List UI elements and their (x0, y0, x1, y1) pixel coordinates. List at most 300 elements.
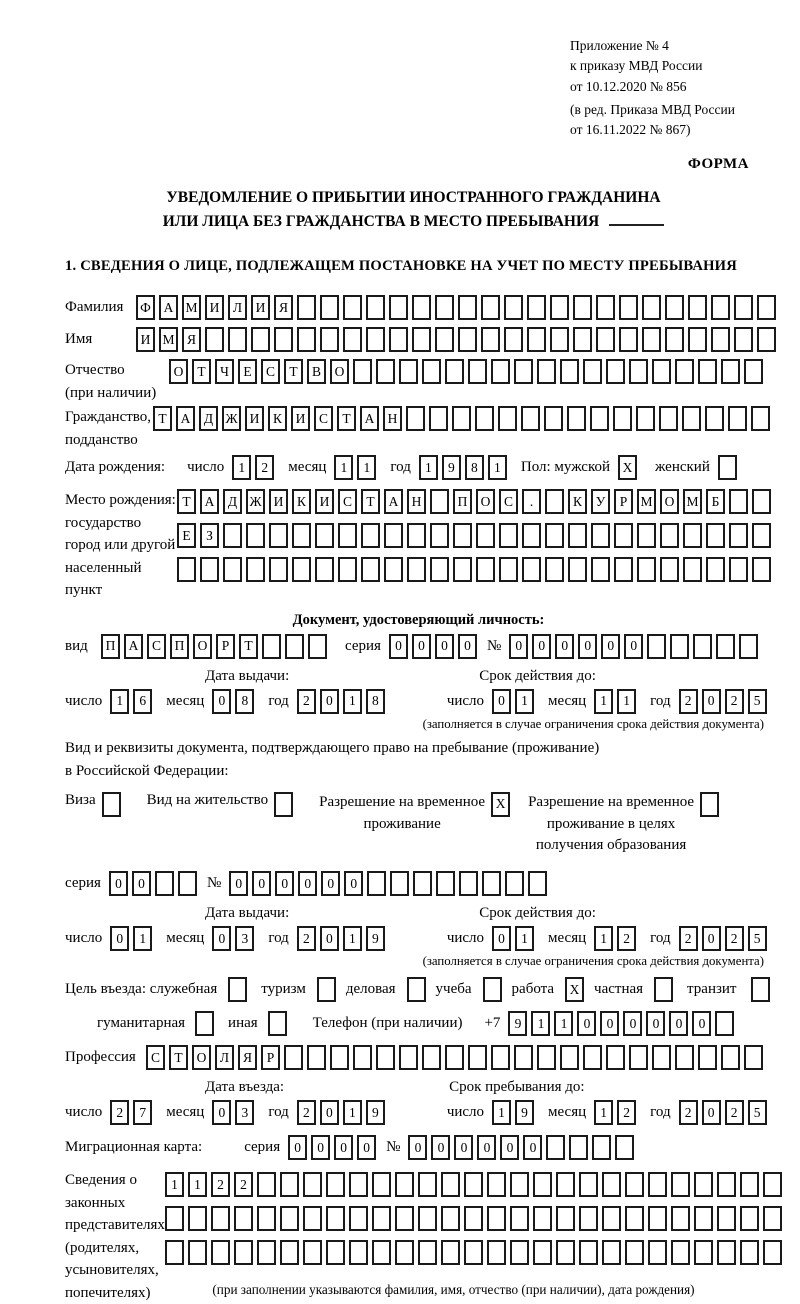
char-cell[interactable]: 1 (419, 455, 438, 480)
char-cell[interactable]: 0 (212, 926, 231, 951)
char-cell[interactable] (412, 327, 431, 352)
char-cell[interactable] (602, 1206, 621, 1231)
char-cell[interactable]: А (200, 489, 219, 514)
char-cell[interactable] (487, 1240, 506, 1265)
char-cell[interactable] (592, 1135, 611, 1160)
char-cell[interactable] (514, 359, 533, 384)
char-cell[interactable] (422, 1045, 441, 1070)
char-cell[interactable] (372, 1172, 391, 1197)
char-cell[interactable]: 0 (578, 634, 597, 659)
char-cell[interactable] (545, 523, 564, 548)
char-cell[interactable] (303, 1240, 322, 1265)
char-cell[interactable] (395, 1206, 414, 1231)
char-cell[interactable] (527, 295, 546, 320)
char-cell[interactable]: 2 (617, 1100, 636, 1125)
char-cell[interactable] (407, 523, 426, 548)
char-cell[interactable]: 0 (692, 1011, 711, 1036)
char-cell[interactable] (729, 557, 748, 582)
char-cell[interactable] (499, 557, 518, 582)
char-cell[interactable]: 1 (594, 926, 613, 951)
char-cell[interactable]: Ф (136, 295, 155, 320)
char-cell[interactable] (688, 295, 707, 320)
char-cell[interactable] (413, 871, 432, 896)
char-cell[interactable]: 0 (320, 926, 339, 951)
char-cell[interactable] (343, 327, 362, 352)
char-cell[interactable]: Б (706, 489, 725, 514)
char-cell[interactable]: 0 (334, 1135, 353, 1160)
char-cell[interactable] (458, 295, 477, 320)
char-cell[interactable]: 0 (623, 1011, 642, 1036)
char-cell[interactable]: Д (223, 489, 242, 514)
char-cell[interactable]: Ж (222, 406, 241, 431)
char-cell[interactable] (320, 295, 339, 320)
char-cell[interactable] (717, 1172, 736, 1197)
char-cell[interactable] (292, 557, 311, 582)
char-cell[interactable]: А (360, 406, 379, 431)
char-cell[interactable] (280, 1172, 299, 1197)
char-cell[interactable] (307, 1045, 326, 1070)
char-cell[interactable] (602, 1172, 621, 1197)
char-cell[interactable] (675, 359, 694, 384)
char-cell[interactable]: 0 (577, 1011, 596, 1036)
char-cell[interactable] (625, 1206, 644, 1231)
char-cell[interactable]: И (205, 295, 224, 320)
char-cell[interactable] (642, 295, 661, 320)
char-cell[interactable] (510, 1172, 529, 1197)
char-cell[interactable] (505, 871, 524, 896)
char-cell[interactable]: 0 (389, 634, 408, 659)
char-cell[interactable]: 0 (555, 634, 574, 659)
char-cell[interactable] (376, 359, 395, 384)
char-cell[interactable] (671, 1172, 690, 1197)
char-cell[interactable] (715, 1011, 734, 1036)
char-cell[interactable] (744, 359, 763, 384)
char-cell[interactable]: Р (216, 634, 235, 659)
char-cell[interactable]: 0 (320, 1100, 339, 1125)
char-cell[interactable] (435, 295, 454, 320)
char-cell[interactable] (615, 1135, 634, 1160)
char-cell[interactable] (223, 523, 242, 548)
char-cell[interactable] (510, 1206, 529, 1231)
char-cell[interactable]: 0 (408, 1135, 427, 1160)
char-cell[interactable] (268, 1011, 287, 1036)
char-cell[interactable]: 9 (515, 1100, 534, 1125)
char-cell[interactable] (740, 1206, 759, 1231)
char-cell[interactable] (590, 406, 609, 431)
char-cell[interactable] (338, 557, 357, 582)
char-cell[interactable] (205, 327, 224, 352)
char-cell[interactable]: 2 (297, 1100, 316, 1125)
char-cell[interactable]: 8 (465, 455, 484, 480)
char-cell[interactable]: А (124, 634, 143, 659)
char-cell[interactable] (533, 1240, 552, 1265)
char-cell[interactable]: 8 (366, 689, 385, 714)
char-cell[interactable]: О (660, 489, 679, 514)
char-cell[interactable] (694, 1172, 713, 1197)
char-cell[interactable]: Д (199, 406, 218, 431)
char-cell[interactable] (729, 523, 748, 548)
char-cell[interactable]: 1 (554, 1011, 573, 1036)
char-cell[interactable] (706, 523, 725, 548)
char-cell[interactable] (188, 1206, 207, 1231)
char-cell[interactable] (659, 406, 678, 431)
char-cell[interactable] (550, 327, 569, 352)
char-cell[interactable] (464, 1206, 483, 1231)
char-cell[interactable]: Р (261, 1045, 280, 1070)
char-cell[interactable] (591, 557, 610, 582)
char-cell[interactable] (498, 406, 517, 431)
char-cell[interactable]: 0 (702, 689, 721, 714)
char-cell[interactable] (246, 557, 265, 582)
char-cell[interactable] (491, 1045, 510, 1070)
char-cell[interactable] (613, 406, 632, 431)
char-cell[interactable] (441, 1206, 460, 1231)
char-cell[interactable] (412, 295, 431, 320)
char-cell[interactable]: 1 (531, 1011, 550, 1036)
char-cell[interactable] (752, 489, 771, 514)
char-cell[interactable] (717, 1206, 736, 1231)
char-cell[interactable] (338, 523, 357, 548)
char-cell[interactable]: 1 (492, 1100, 511, 1125)
char-cell[interactable] (579, 1206, 598, 1231)
char-cell[interactable]: 9 (366, 926, 385, 951)
char-cell[interactable]: 9 (366, 1100, 385, 1125)
char-cell[interactable] (654, 977, 673, 1002)
char-cell[interactable]: 0 (212, 689, 231, 714)
char-cell[interactable] (251, 327, 270, 352)
char-cell[interactable] (320, 327, 339, 352)
char-cell[interactable]: 0 (435, 634, 454, 659)
char-cell[interactable] (514, 1045, 533, 1070)
char-cell[interactable]: К (568, 489, 587, 514)
char-cell[interactable] (452, 406, 471, 431)
char-cell[interactable]: 8 (235, 689, 254, 714)
char-cell[interactable] (390, 871, 409, 896)
char-cell[interactable]: 2 (255, 455, 274, 480)
char-cell[interactable]: М (182, 295, 201, 320)
char-cell[interactable] (468, 1045, 487, 1070)
char-cell[interactable] (280, 1206, 299, 1231)
char-cell[interactable]: 2 (725, 926, 744, 951)
char-cell[interactable]: X (618, 455, 637, 480)
char-cell[interactable] (648, 1240, 667, 1265)
char-cell[interactable] (361, 523, 380, 548)
char-cell[interactable]: 0 (229, 871, 248, 896)
char-cell[interactable]: 0 (523, 1135, 542, 1160)
char-cell[interactable]: П (453, 489, 472, 514)
char-cell[interactable] (429, 406, 448, 431)
char-cell[interactable]: 0 (110, 926, 129, 951)
char-cell[interactable]: С (499, 489, 518, 514)
char-cell[interactable]: 2 (725, 689, 744, 714)
char-cell[interactable] (537, 359, 556, 384)
char-cell[interactable] (491, 359, 510, 384)
char-cell[interactable]: 0 (492, 926, 511, 951)
char-cell[interactable] (200, 557, 219, 582)
char-cell[interactable]: 9 (442, 455, 461, 480)
char-cell[interactable] (567, 406, 586, 431)
char-cell[interactable]: 1 (515, 689, 534, 714)
char-cell[interactable] (528, 871, 547, 896)
char-cell[interactable]: 0 (702, 1100, 721, 1125)
char-cell[interactable] (721, 359, 740, 384)
char-cell[interactable]: 5 (748, 926, 767, 951)
char-cell[interactable]: 1 (232, 455, 251, 480)
char-cell[interactable]: 2 (110, 1100, 129, 1125)
char-cell[interactable] (211, 1240, 230, 1265)
char-cell[interactable] (716, 634, 735, 659)
char-cell[interactable] (739, 634, 758, 659)
char-cell[interactable] (629, 1045, 648, 1070)
char-cell[interactable] (464, 1172, 483, 1197)
char-cell[interactable] (683, 523, 702, 548)
char-cell[interactable] (614, 557, 633, 582)
char-cell[interactable]: А (159, 295, 178, 320)
char-cell[interactable]: К (292, 489, 311, 514)
char-cell[interactable]: И (136, 327, 155, 352)
char-cell[interactable] (688, 327, 707, 352)
char-cell[interactable]: С (314, 406, 333, 431)
char-cell[interactable]: В (307, 359, 326, 384)
char-cell[interactable] (711, 327, 730, 352)
char-cell[interactable]: 0 (624, 634, 643, 659)
char-cell[interactable] (751, 977, 770, 1002)
char-cell[interactable] (629, 359, 648, 384)
char-cell[interactable]: С (261, 359, 280, 384)
char-cell[interactable] (579, 1240, 598, 1265)
char-cell[interactable]: У (591, 489, 610, 514)
char-cell[interactable] (367, 871, 386, 896)
char-cell[interactable] (671, 1240, 690, 1265)
char-cell[interactable] (468, 359, 487, 384)
char-cell[interactable]: Н (407, 489, 426, 514)
char-cell[interactable] (579, 1172, 598, 1197)
char-cell[interactable] (763, 1172, 782, 1197)
char-cell[interactable]: П (101, 634, 120, 659)
char-cell[interactable] (102, 792, 121, 817)
char-cell[interactable] (285, 634, 304, 659)
char-cell[interactable]: 0 (646, 1011, 665, 1036)
char-cell[interactable] (435, 327, 454, 352)
char-cell[interactable] (317, 977, 336, 1002)
char-cell[interactable] (389, 327, 408, 352)
char-cell[interactable] (269, 523, 288, 548)
char-cell[interactable] (596, 295, 615, 320)
char-cell[interactable]: 1 (334, 455, 353, 480)
char-cell[interactable]: К (268, 406, 287, 431)
char-cell[interactable] (619, 295, 638, 320)
char-cell[interactable] (430, 523, 449, 548)
char-cell[interactable]: Т (169, 1045, 188, 1070)
char-cell[interactable] (303, 1172, 322, 1197)
char-cell[interactable]: О (192, 1045, 211, 1070)
char-cell[interactable]: 0 (509, 634, 528, 659)
char-cell[interactable]: 1 (343, 689, 362, 714)
char-cell[interactable]: И (315, 489, 334, 514)
char-cell[interactable]: 2 (297, 926, 316, 951)
char-cell[interactable] (744, 1045, 763, 1070)
char-cell[interactable]: 7 (133, 1100, 152, 1125)
char-cell[interactable] (763, 1206, 782, 1231)
char-cell[interactable] (573, 327, 592, 352)
char-cell[interactable] (211, 1206, 230, 1231)
char-cell[interactable]: И (269, 489, 288, 514)
char-cell[interactable] (422, 359, 441, 384)
char-cell[interactable] (297, 327, 316, 352)
char-cell[interactable] (353, 359, 372, 384)
char-cell[interactable] (504, 327, 523, 352)
char-cell[interactable] (343, 295, 362, 320)
char-cell[interactable] (195, 1011, 214, 1036)
char-cell[interactable] (546, 1135, 565, 1160)
char-cell[interactable] (262, 634, 281, 659)
char-cell[interactable] (544, 406, 563, 431)
char-cell[interactable] (459, 871, 478, 896)
char-cell[interactable] (637, 523, 656, 548)
char-cell[interactable]: 0 (212, 1100, 231, 1125)
char-cell[interactable] (178, 871, 197, 896)
char-cell[interactable]: 0 (132, 871, 151, 896)
char-cell[interactable]: 0 (532, 634, 551, 659)
char-cell[interactable] (718, 455, 737, 480)
char-cell[interactable]: 2 (725, 1100, 744, 1125)
char-cell[interactable] (372, 1206, 391, 1231)
char-cell[interactable]: 9 (508, 1011, 527, 1036)
char-cell[interactable] (522, 557, 541, 582)
char-cell[interactable]: З (200, 523, 219, 548)
char-cell[interactable] (522, 523, 541, 548)
char-cell[interactable] (349, 1240, 368, 1265)
char-cell[interactable] (165, 1206, 184, 1231)
char-cell[interactable]: 0 (344, 871, 363, 896)
char-cell[interactable]: С (146, 1045, 165, 1070)
char-cell[interactable]: О (193, 634, 212, 659)
char-cell[interactable] (177, 557, 196, 582)
char-cell[interactable]: Е (177, 523, 196, 548)
char-cell[interactable] (751, 406, 770, 431)
char-cell[interactable] (510, 1240, 529, 1265)
char-cell[interactable]: С (147, 634, 166, 659)
char-cell[interactable] (763, 1240, 782, 1265)
char-cell[interactable] (223, 557, 242, 582)
char-cell[interactable] (752, 557, 771, 582)
char-cell[interactable] (297, 295, 316, 320)
char-cell[interactable] (280, 1240, 299, 1265)
char-cell[interactable]: X (491, 792, 510, 817)
char-cell[interactable] (430, 489, 449, 514)
char-cell[interactable]: 0 (477, 1135, 496, 1160)
char-cell[interactable]: 0 (357, 1135, 376, 1160)
char-cell[interactable] (721, 1045, 740, 1070)
char-cell[interactable] (326, 1240, 345, 1265)
char-cell[interactable]: М (159, 327, 178, 352)
char-cell[interactable] (652, 1045, 671, 1070)
char-cell[interactable]: 0 (600, 1011, 619, 1036)
char-cell[interactable] (292, 523, 311, 548)
char-cell[interactable] (228, 977, 247, 1002)
char-cell[interactable]: Л (228, 295, 247, 320)
char-cell[interactable] (487, 1206, 506, 1231)
char-cell[interactable] (476, 523, 495, 548)
char-cell[interactable]: Я (182, 327, 201, 352)
char-cell[interactable]: 0 (109, 871, 128, 896)
char-cell[interactable] (665, 295, 684, 320)
char-cell[interactable] (353, 1045, 372, 1070)
char-cell[interactable] (165, 1240, 184, 1265)
char-cell[interactable]: 1 (617, 689, 636, 714)
char-cell[interactable] (568, 523, 587, 548)
char-cell[interactable]: 1 (110, 689, 129, 714)
char-cell[interactable] (481, 327, 500, 352)
char-cell[interactable]: 3 (235, 1100, 254, 1125)
char-cell[interactable]: Т (337, 406, 356, 431)
char-cell[interactable] (481, 295, 500, 320)
char-cell[interactable] (284, 1045, 303, 1070)
char-cell[interactable]: И (251, 295, 270, 320)
char-cell[interactable]: 2 (297, 689, 316, 714)
char-cell[interactable]: О (476, 489, 495, 514)
char-cell[interactable] (619, 327, 638, 352)
char-cell[interactable] (533, 1172, 552, 1197)
char-cell[interactable] (389, 295, 408, 320)
char-cell[interactable] (441, 1240, 460, 1265)
char-cell[interactable] (568, 557, 587, 582)
char-cell[interactable] (521, 406, 540, 431)
char-cell[interactable] (504, 295, 523, 320)
char-cell[interactable]: О (169, 359, 188, 384)
char-cell[interactable] (349, 1172, 368, 1197)
char-cell[interactable]: 1 (188, 1172, 207, 1197)
char-cell[interactable] (550, 295, 569, 320)
char-cell[interactable] (533, 1206, 552, 1231)
char-cell[interactable]: Т (192, 359, 211, 384)
char-cell[interactable] (458, 327, 477, 352)
char-cell[interactable] (734, 327, 753, 352)
char-cell[interactable] (602, 1240, 621, 1265)
char-cell[interactable]: Н (383, 406, 402, 431)
char-cell[interactable]: 0 (320, 689, 339, 714)
char-cell[interactable] (569, 1135, 588, 1160)
char-cell[interactable]: 0 (702, 926, 721, 951)
char-cell[interactable] (399, 359, 418, 384)
char-cell[interactable]: 0 (492, 689, 511, 714)
char-cell[interactable] (384, 557, 403, 582)
char-cell[interactable] (418, 1206, 437, 1231)
char-cell[interactable] (698, 359, 717, 384)
char-cell[interactable] (257, 1206, 276, 1231)
char-cell[interactable]: И (291, 406, 310, 431)
char-cell[interactable] (705, 406, 724, 431)
char-cell[interactable] (734, 295, 753, 320)
char-cell[interactable]: 2 (679, 926, 698, 951)
char-cell[interactable] (453, 557, 472, 582)
char-cell[interactable]: 0 (321, 871, 340, 896)
char-cell[interactable]: М (683, 489, 702, 514)
char-cell[interactable] (395, 1240, 414, 1265)
char-cell[interactable] (418, 1172, 437, 1197)
char-cell[interactable] (647, 634, 666, 659)
char-cell[interactable]: 0 (500, 1135, 519, 1160)
char-cell[interactable] (556, 1206, 575, 1231)
char-cell[interactable]: 1 (515, 926, 534, 951)
char-cell[interactable]: 0 (669, 1011, 688, 1036)
char-cell[interactable] (625, 1172, 644, 1197)
char-cell[interactable] (660, 523, 679, 548)
char-cell[interactable] (476, 557, 495, 582)
char-cell[interactable]: 2 (211, 1172, 230, 1197)
char-cell[interactable] (384, 523, 403, 548)
char-cell[interactable] (606, 1045, 625, 1070)
